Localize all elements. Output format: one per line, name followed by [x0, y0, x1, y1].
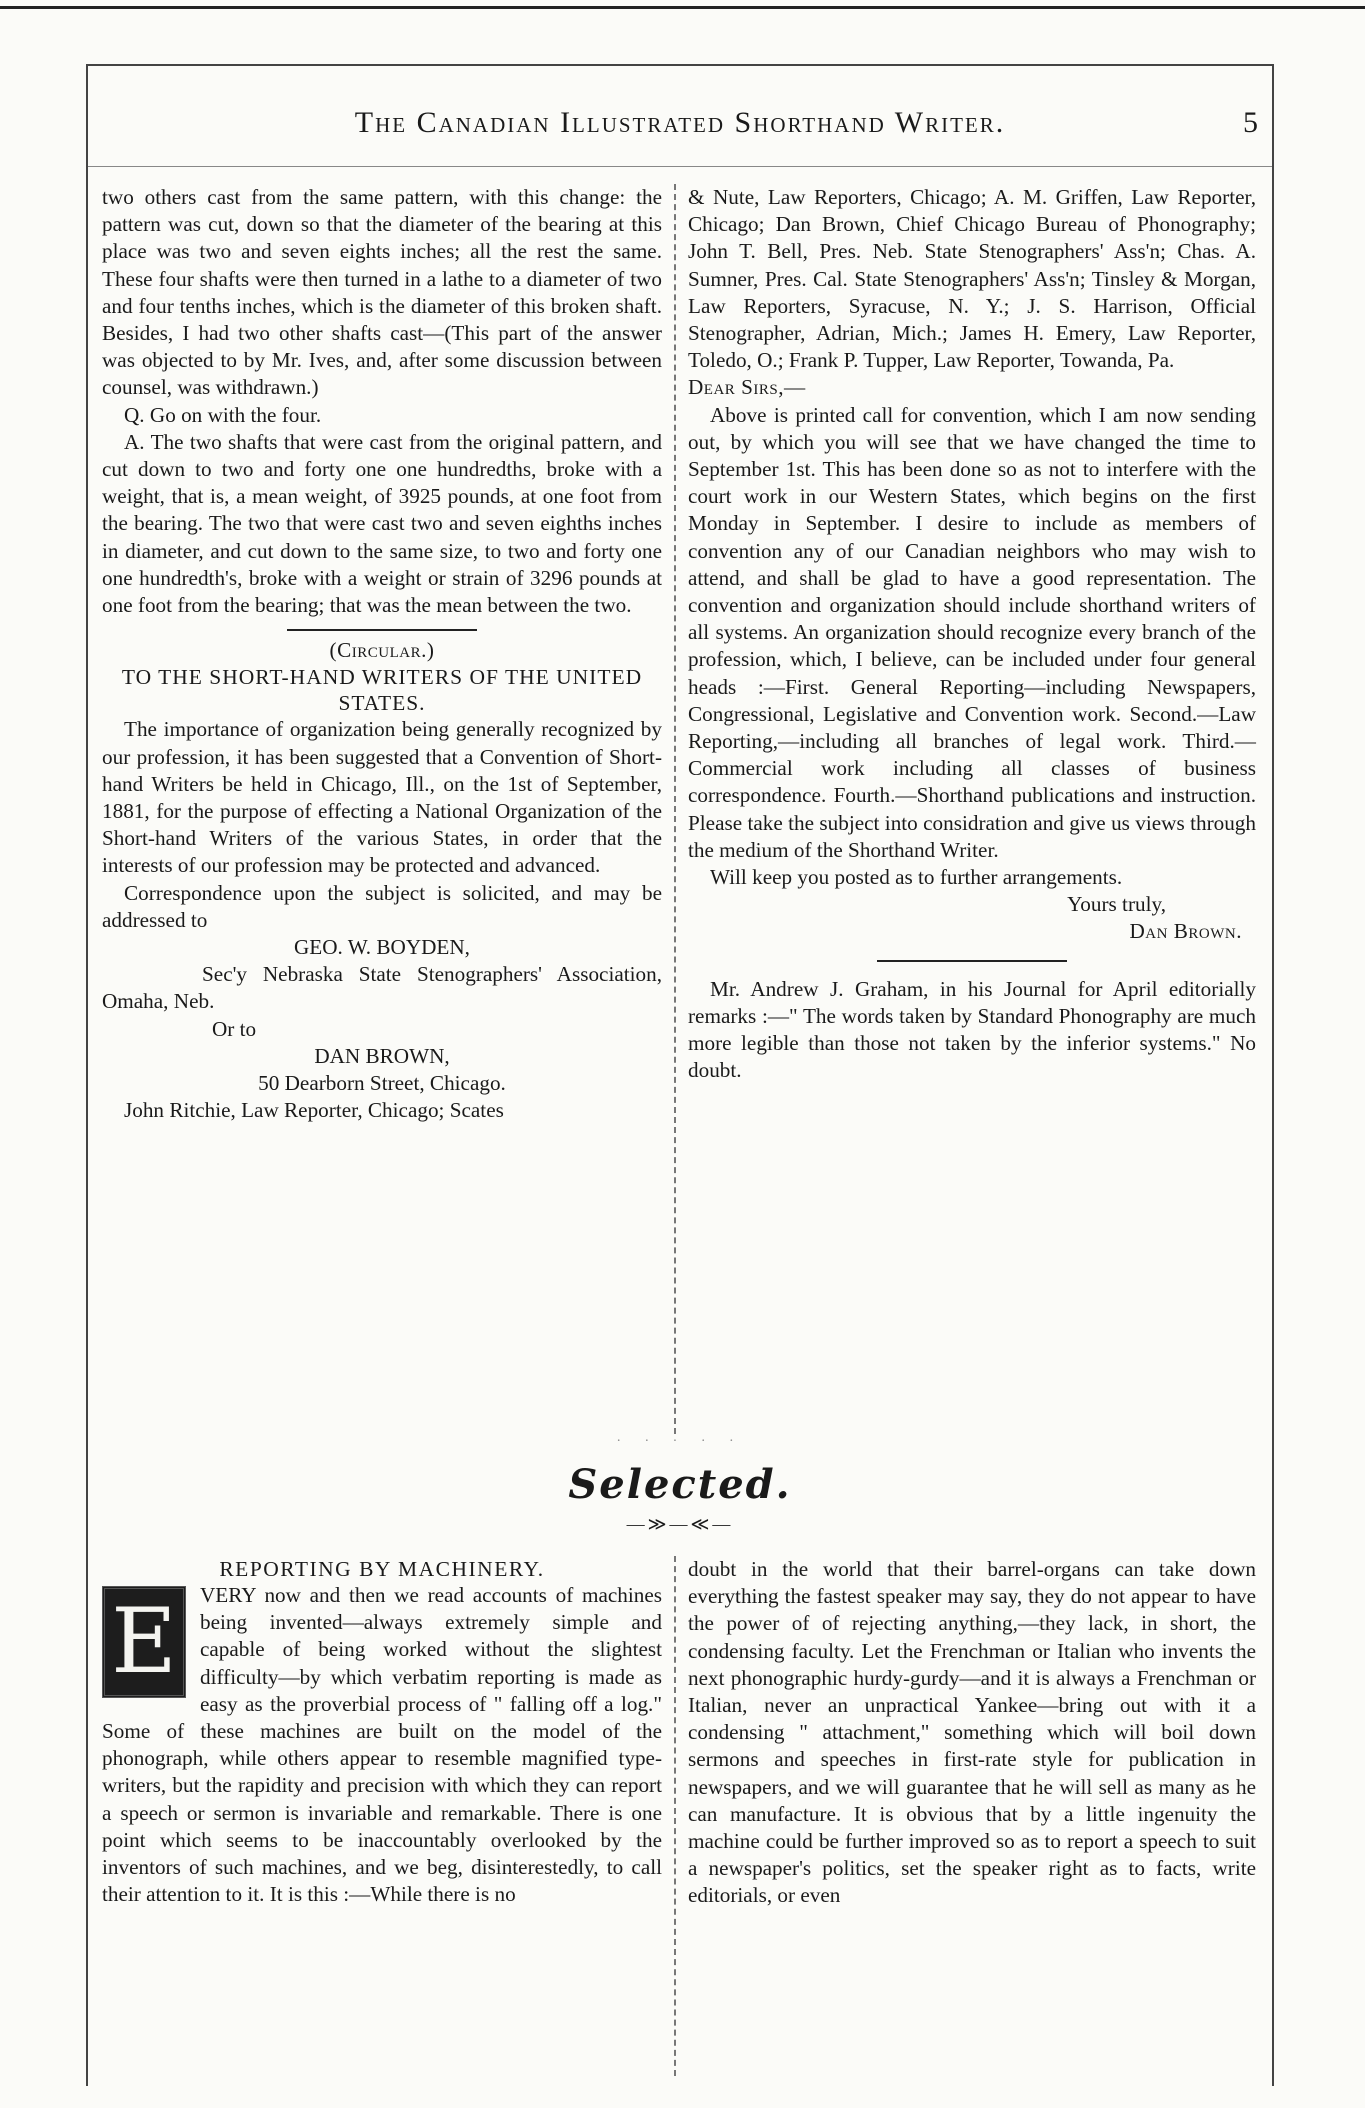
section-rule: [287, 629, 477, 631]
signatories-list: & Nute, Law Reporters, Chicago; A. M. Griffen, Law Reporter, Chicago; Dan Brown, Chief Chicago Bureau of Phonography; John T. Bell, Pres. Neb. State Stenographers' Ass'n; Chas. A. Sumner, Pres. Cal. State Stenographers' Ass'n; Tinsley & Morgan, Law Reporters, Syracuse, N. Y.; J. S. Harrison, Official Stenographer, Adrian, Mich.; James H. Emery, Law Reporter, Toledo, O.; Frank P. Tupper, Law Reporter, Towanda, Pa.: [688, 185, 1256, 373]
left-column-bottom: [102, 1556, 662, 1908]
boyden-title: Sec'y Nebraska State Stenographers' Association, Omaha, Neb.: [102, 962, 662, 1014]
article-body-left: VERY now and then we read accounts of machines being invented—always extremely simple and capable of being worked without the slightest difficulty—by which verbatim reporting is made as easy as the proverbial process of " falling off a log." Some of these machines are built on the model of the phonograph, while others appear to resemble magnified type-writers, but the rapidity and precision with which they can report a speech or sermon is invariable and remarkable. There is one point which seems to be inaccountably overlooked by the inventors of such machines, and we beg, disinterestedly, to call their attention to it. It is this :—While there is no: [102, 1583, 662, 1907]
graham-note: Mr. Andrew J. Graham, in his Journal for April editorially remarks :—" The words taken by Standard Phonography are much more legible than those not taken by the inferior systems." No doubt.: [688, 976, 1256, 1083]
section-rule-right: [877, 960, 1067, 962]
right-column-bottom: [688, 1556, 1256, 1910]
column-divider-bottom: [674, 1556, 676, 2076]
page-title: The Canadian Illustrated Shorthand Writer.: [354, 106, 1006, 139]
circular-correspondence: Correspondence upon the subject is solicited, and may be addressed to: [102, 880, 662, 932]
selected-heading: Selected.: [568, 1461, 792, 1508]
top-border: [0, 0, 1365, 9]
page-frame: [86, 64, 1274, 2086]
left-column-top: [102, 184, 662, 1125]
column-divider-top: [674, 184, 676, 1434]
signer: Dan Brown.: [1129, 919, 1242, 944]
closing: Yours truly,: [1067, 892, 1166, 917]
separator-dots: · · · · ·: [616, 1434, 744, 1449]
article-title: REPORTING BY MACHINERY.: [219, 1557, 545, 1581]
header-rule: [88, 166, 1272, 167]
running-header: [88, 106, 1272, 166]
drop-cap: E: [102, 1586, 186, 1698]
right-column-top: [688, 184, 1256, 1085]
circular-label: (Circular.): [329, 638, 435, 663]
circular-title: TO THE SHORT-HAND WRITERS OF THE UNITED STATES.: [121, 665, 643, 716]
salutation: Dear Sirs,—: [688, 375, 806, 400]
testimony-answer: A. The two shafts that were cast from the original pattern, and cut down to two and forty one one hundredths, broke with a weight, that is, a mean weight, of 3925 pounds, at one foot from the bearing. The two that were cast two and seven eighths inches in diameter, and cut down to the same size, to two and forty one one hundredth's, broke with a weight or strain of 3296 pounds at one foot from the bearing; that was the mean between the two.: [102, 429, 662, 618]
testimony-question: Q. Go on with the four.: [124, 402, 322, 427]
circular-paragraph: The importance of organization being generally recognized by our profession, it has been suggested that a Convention of Short-hand Writers be held in Chicago, Ill., on the 1st of September, 1881, for the purpose of effecting a National Organization of the Short-hand Writers of the various States, in order that the interests of our profession may be protected and advanced.: [102, 717, 662, 878]
brown-name: DAN BROWN,: [314, 1043, 450, 1068]
boyden-name: GEO. W. BOYDEN,: [294, 935, 470, 960]
letter-followup: Will keep you posted as to further arrangements.: [710, 865, 1123, 890]
letter-body: Above is printed call for convention, which I am now sending out, by which you will see that we have changed the time to September 1st. This has been done so as not to interfere with the court work in our Western States, which begins on the first Monday in September. I desire to include as members of convention any of our Canadian neighbors who may wish to attend, and shall be glad to have a good representation. The convention and organization should include shorthand writers of all systems. An organization should recognize every branch of the profession, which, I believe, can be included under four general heads :—First. General Reporting—including Newspapers, Congressional, Legislative and Convention work. Second.—Law Reporting,—including all branches of legal work. Third.—Commercial work including all classes of business correspondence. Fourth.—Shorthand publications and instruction. Please take the subject into considration and give us views through the medium of the Shorthand Writer.: [688, 402, 1256, 862]
testimony-paragraph: two others cast from the same pattern, with this change: the pattern was cut, down so that the diameter of the bearing at this place was two and seven eights inches; all the rest the same. These four shafts were then turned in a lathe to a diameter of two and four tenths inches, which is the diameter of this broken shaft. Besides, I had two other shafts cast—(This part of the answer was objected to by Mr. Ives, and, after some discussion between counsel, was withdrawn.): [102, 185, 662, 400]
ornament-divider: —≫—≪—: [626, 1514, 734, 1534]
or-to: Or to: [212, 1016, 257, 1041]
ritchie-line: John Ritchie, Law Reporter, Chicago; Scates: [124, 1098, 504, 1123]
article-body-right: doubt in the world that their barrel-organs can take down everything the fastest speaker may say, they do not appear to have the power of of rejecting anything,—they lack, in short, the condensing faculty. Let the Frenchman or Italian who invents the next phonographic hurdy-gurdy—and it is always a Frenchman or Italian, never an unpractical Yankee—bring out with it a condensing " attachment," something which will boil down sermons and speeches in first-rate style for publication in newspapers, and we will guarantee that he will sell as many as he can manufacture. It is obvious that by a little ingenuity the machine could be further improved so as to report a speech to suit a newspaper's politics, set the speaker right as to facts, write editorials, or even: [688, 1557, 1256, 1908]
brown-address: 50 Dearborn Street, Chicago.: [258, 1071, 506, 1096]
page-number: 5: [1243, 106, 1258, 139]
